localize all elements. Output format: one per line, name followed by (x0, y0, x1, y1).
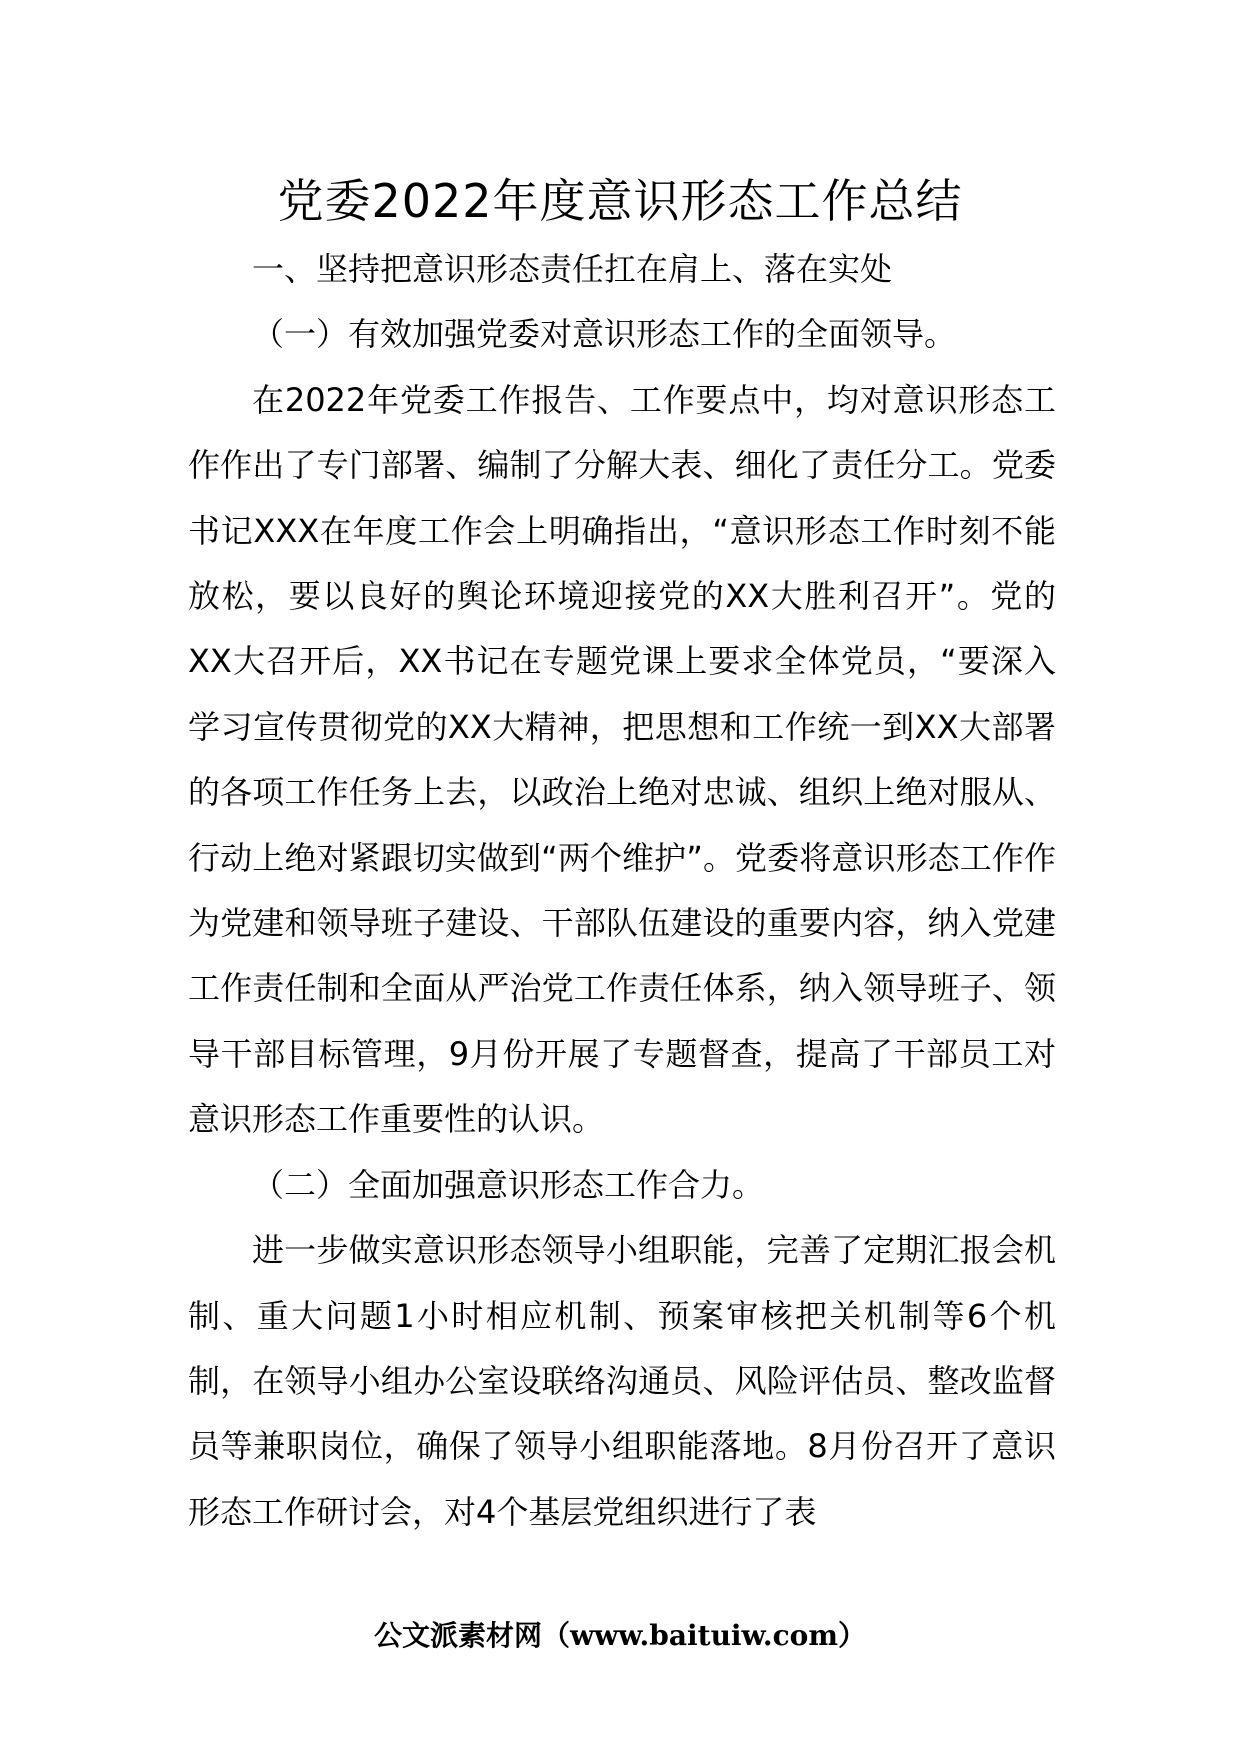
footer-watermark: 公文派素材网（www.baituiw.com） (374, 1619, 866, 1652)
body-paragraph-2: 进一步做实意识形态领导小组职能，完善了定期汇报会机制、重大问题1小时相应机制、预案审核把关机制等6个机制，在领导小组办公室设联络沟通员、风险评估员、整改监督员等兼职岗位，确保了领导小组职能落地。8月份召开了意识形态工作研讨会，对4个基层党组织进行了表 (188, 1231, 1056, 1531)
subsection-heading-2: （二）全面加强意识形态工作合力。 (252, 1165, 765, 1204)
body-paragraph-1: 在2022年党委工作报告、工作要点中，均对意识形态工作作出了专门部署、编制了分解大表、细化了责任分工。党委书记XXX在年度工作会上明确指出，“意识形态工作时刻不能放松，要以良好的舆论环境迎接党的XX大胜利召开”。党的XX大召开后，XX书记在专题党课上要求全体党员，“要深入学习宣传贯彻党的XX大精神，把思想和工作统一到XX大部署的各项工作任务上去，以政治上绝对忠诚、组织上绝对服从、行动上绝对紧跟切实做到“两个维护”。党委将意识形态工作作为党建和领导班子建设、干部队伍建设的重要内容，纳入党建工作责任制和全面从严治党工作责任体系，纳入领导班子、领导干部目标管理，9月份开展了专题督查，提高了干部员工对意识形态工作重要性的认识。 (188, 380, 1056, 1139)
subsection-heading-1: （一）有效加强党委对意识形态工作的全面领导。 (252, 315, 957, 354)
section-heading-1: 一、坚持把意识形态责任扛在肩上、落在实处 (252, 250, 893, 288)
document-title: 党委2022年度意识形态工作总结 (277, 174, 963, 228)
document-body (188, 237, 1056, 1545)
